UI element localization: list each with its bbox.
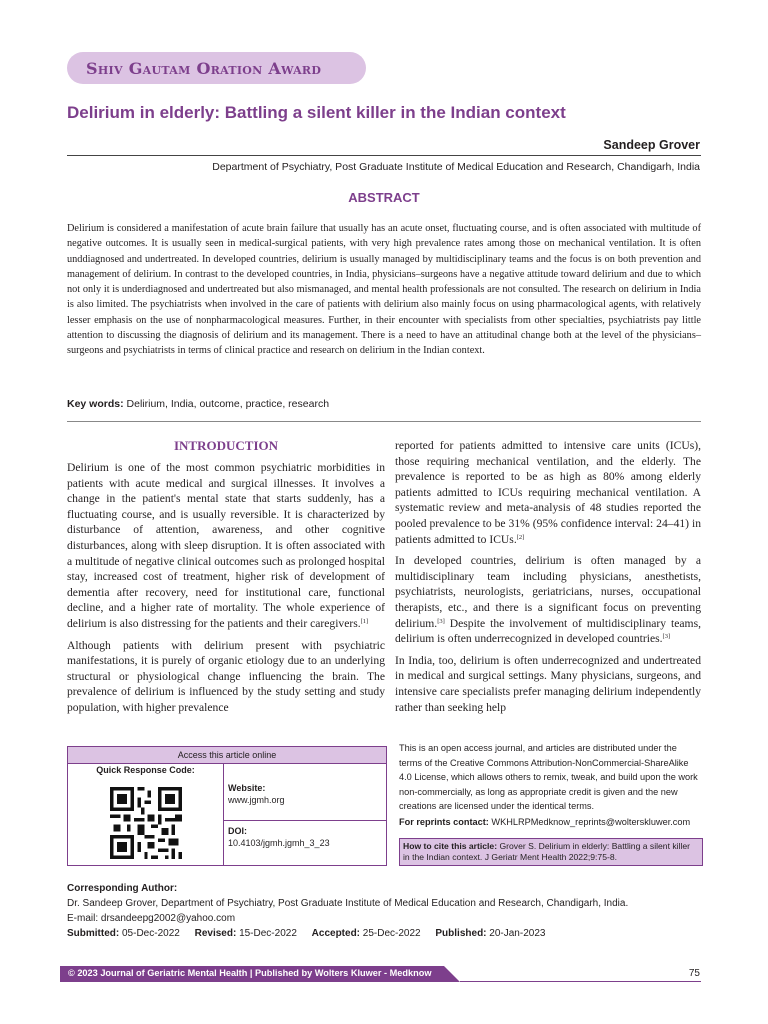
abstract-body: Delirium is considered a manifestation of acute brain failure that usually has an acute onset, fluctuating course, and is often associated with multitude of negative outcomes. It is usually seen in medical-surgical patients, with very high prevalence rates among those on mechanical ventilation. It is often unddiagnosed and undertreated. In developed countries, delirium is usually managed by multidisciplinary teams and the focus is on both prevention and management of delirium. In contrast to the developed countries, in India, physicians–surgeons have a negative attitude toward delirium and due to which not only it is underdiagnosed and undertreated but also mismanaged, and mental health professionals are not consulted. The research on delirium in India is also limited. The psychiatrists when involved in the care of patients with delirium also mainly focus on using pharmacological agents, with relatively lesser emphasis on the use of nonpharmacological measures. Further, in their encounter with specialists from other specialties, psychiatrists pay little attention to discussing the diagnosis of delirium and its management. There is a need to have an attitudinal change both at the level of the physicians–surgeons and psychiatrists in terms of clinical practice and research on delirium in the Indian context. bbox=[67, 223, 701, 357]
page-number: 75 bbox=[688, 968, 700, 979]
license-text: This is an open access journal, and articles are distributed under the terms of the Creative Commons Attribution-NonCommercial-ShareAlike 4.0 License, which allows others to remix, tweak, and build upon the work non-commercially, as long as appropriate credit is given and the new creations are licensed under the identical terms. bbox=[399, 743, 698, 811]
accepted-date: 25-Dec-2022 bbox=[362, 928, 421, 939]
reprints-contact bbox=[399, 817, 701, 827]
footer-rule bbox=[460, 981, 701, 982]
access-heading: Access this article online bbox=[68, 747, 386, 763]
corresponding-text: Dr. Sandeep Grover, Department of Psychiatry, Post Graduate Institute of Medical Education and Research, Chandigarh, India. bbox=[67, 898, 629, 909]
keywords-label: Key words: bbox=[67, 398, 124, 410]
article-dates: Submitted: 05-Dec-2022 Revised: 15-Dec-2022 Accepted: 25-Dec-2022 Published: 20-Jan-2023 bbox=[67, 928, 546, 939]
citation-ref[interactable]: [3] bbox=[437, 617, 445, 625]
left-column bbox=[67, 460, 385, 722]
footer-copyright: © 2023 Journal of Geriatric Mental Health | Published by Wolters Kluwer - Medknow bbox=[68, 968, 432, 978]
published-date: 20-Jan-2023 bbox=[489, 928, 546, 939]
doi-label: DOI: bbox=[228, 826, 247, 836]
website-link[interactable]: www.jgmh.org bbox=[228, 795, 285, 805]
keywords-value: Delirium, India, outcome, practice, research bbox=[126, 398, 330, 410]
abstract-heading: ABSTRACT bbox=[348, 190, 420, 205]
intro-paragraph-3: reported for patients admitted to intensive care units (ICUs), those requiring mechanical ventilation, and the elderly. The prevalence is reported to be as high as 80% among elderly patients admitted to ICUs requiring mechanical ventilation. A systematic review and meta-analysis of 48 studies reported the pooled prevalence to be 31% (95% confidence interval: 24–41) in patients admitted to ICUs.[2] bbox=[395, 439, 701, 546]
author-name: Sandeep Grover bbox=[603, 138, 700, 152]
citation-ref[interactable]: [1] bbox=[360, 617, 369, 625]
citation-box bbox=[399, 838, 703, 866]
citation-ref[interactable]: [3] bbox=[662, 633, 671, 641]
revised-date: 15-Dec-2022 bbox=[239, 928, 297, 939]
intro-paragraph-2: Although patients with delirium present with psychiatric manifestations, it is purely of organic etiology due to an underlying structural or physiological change influencing the brain. The prevalence of delirium is influenced by the study setting and study population, with higher prevalence bbox=[67, 638, 385, 714]
website-label: Website: bbox=[228, 783, 266, 793]
intro-paragraph-4: In developed countries, delirium is often managed by a multidisciplinary team including physicians, anesthetists, psychiatrists, neurologists, geriatricians, nurses, occupational therapists, etc., and there is a significant focus on preventing delirium.[3] Despite the involvement of multidisciplinary teams, delirium is often underrecognized in developed countries.[3] bbox=[395, 554, 701, 646]
right-column bbox=[395, 438, 701, 721]
author-affiliation: Department of Psychiatry, Post Graduate Institute of Medical Education and Research, Chandigarh, India bbox=[212, 161, 700, 173]
reprints-label: For reprints contact: bbox=[399, 817, 489, 827]
doi-link[interactable]: 10.4103/jgmh.jgmh_3_23 bbox=[228, 838, 330, 848]
citation-ref[interactable]: [2] bbox=[516, 533, 525, 541]
keywords bbox=[67, 398, 329, 410]
cite-text: Grover S. Delirium in elderly: Battling a silent killer in the Indian context. J Geriatr Ment Health 2022;9:75-8. bbox=[403, 841, 691, 862]
section-banner-label: Shiv Gautam Oration Award bbox=[86, 59, 322, 78]
cite-label: How to cite this article: bbox=[403, 841, 498, 851]
abstract-divider bbox=[67, 421, 701, 422]
reprints-email[interactable]: WKHLRPMedknow_reprints@wolterskluwer.com bbox=[491, 817, 691, 827]
submitted-date: 05-Dec-2022 bbox=[122, 928, 180, 939]
corresponding-email[interactable]: E-mail: drsandeepg2002@yahoo.com bbox=[67, 913, 236, 924]
qr-label: Quick Response Code: bbox=[96, 765, 195, 775]
introduction-heading: INTRODUCTION bbox=[173, 438, 278, 453]
access-article-box bbox=[67, 746, 387, 866]
title-divider bbox=[67, 155, 701, 156]
corresponding-author-block bbox=[67, 881, 707, 941]
article-title: Delirium in elderly: Battling a silent killer in the Indian context bbox=[67, 103, 566, 122]
intro-paragraph-1: Delirium is one of the most common psychiatric morbidities in patients with acute medical and surgical illnesses. It involves a change in the patient's mental state that starts suddenly, has a fluctuating course, and is usually reversible. It is characterized by disturbance of attention, awareness, and other cognitive disturbances, along with sleep disruption. It is often associated with a multitude of negative clinical outcomes such as prolonged hospital stay, increased cost of treatment, higher risk of development of dementia after recovery, need for institutional care, functional decline, and a higher rate of mortality. The whole experience of delirium is also distressing for the patients and their caregivers.[1] bbox=[67, 461, 385, 630]
intro-paragraph-5: In India, too, delirium is often underrecognized and undertreated in medical and surgical settings. Many physicians, surgeons, and intensive care specialists prefer managing delirium independently rather than seeking help bbox=[395, 653, 701, 714]
corresponding-label: Corresponding Author: bbox=[67, 883, 178, 894]
qr-code-icon[interactable] bbox=[110, 787, 182, 859]
